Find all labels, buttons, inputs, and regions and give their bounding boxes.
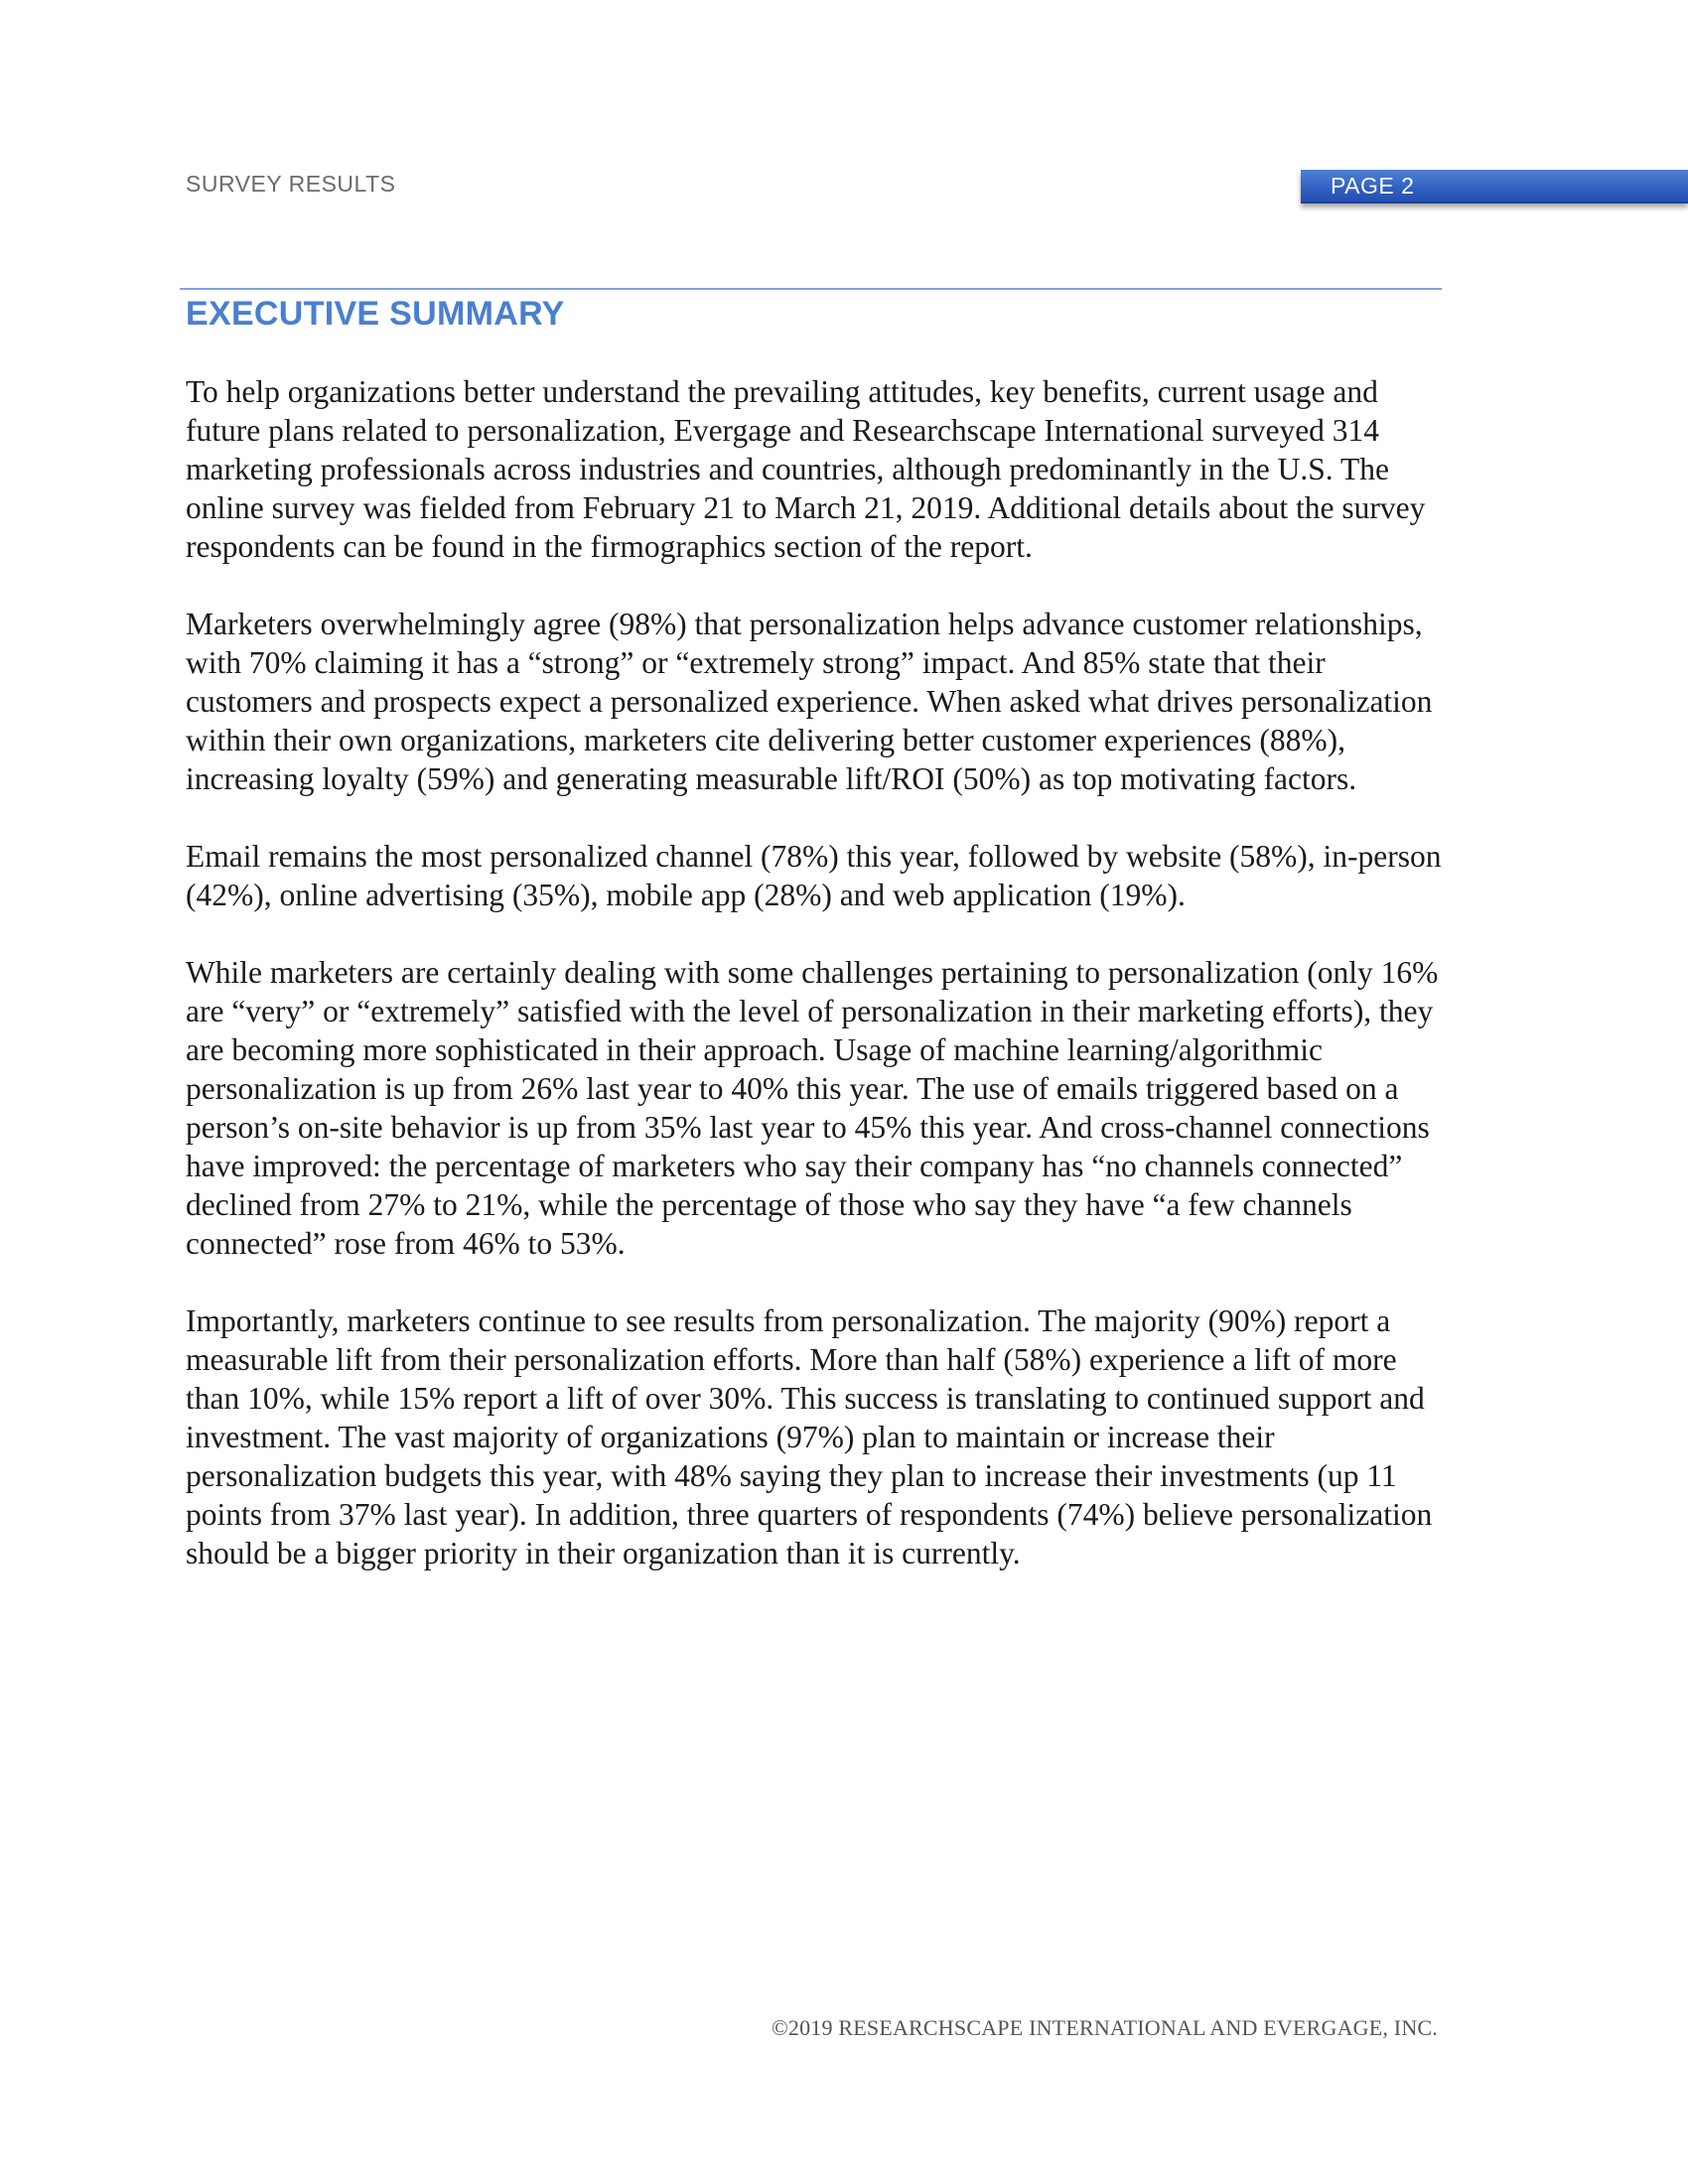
page-number-tab bbox=[1301, 170, 1688, 204]
section-divider bbox=[180, 288, 1442, 290]
copyright-footer: ©2019 RESEARCHSCAPE INTERNATIONAL AND EVERGAGE, INC. bbox=[771, 2015, 1438, 2040]
running-header: SURVEY RESULTS bbox=[186, 171, 396, 197]
paragraph-results: Importantly, marketers continue to see results from personalization. The majority (90%) report a measurable lift from their personalization efforts. More than half (58%) experience a lift of more than 10%, while 15% report a lift of over 30%. This success is translating to continued support and investment. The vast majority of organizations (97%) plan to maintain or increase their personalization budgets this year, with 48% saying they plan to increase their investments (up 11 points from 37% last year). In addition, three quarters of respondents (74%) believe personalization should be a bigger priority in their organization than it is currently. bbox=[186, 1303, 1433, 1570]
paragraph-channels: Email remains the most personalized channel (78%) this year, followed by website (58%), in-person (42%), online advertising (35%), mobile app (28%) and web application (19%). bbox=[186, 839, 1442, 912]
body-text bbox=[186, 372, 1447, 1611]
paragraph-challenges: While marketers are certainly dealing with some challenges pertaining to personalization (only 16% are “very” or “extremely” satisfied with the level of personalization in their marketing efforts), they are becoming more sophisticated in their approach. Usage of machine learning/algorithmic personalization is up from 26% last year to 40% this year. The use of emails triggered based on a person’s on-site behavior is up from 35% last year to 45% this year. And cross-channel connections have improved: the percentage of marketers who say their company has “no channels connected” declined from 27% to 21%, while the percentage of those who say they have “a few channels connected” rose from 46% to 53%. bbox=[186, 955, 1439, 1261]
page-number-label: PAGE 2 bbox=[1331, 173, 1415, 199]
paragraph-benefits: Marketers overwhelmingly agree (98%) that personalization helps advance customer relationships, with 70% claiming it has a “strong” or “extremely strong” impact. And 85% state that their customers and prospects expect a personalized experience. When asked what drives personalization within their own organizations, marketers cite delivering better customer experiences (88%), increasing loyalty (59%) and generating measurable lift/ROI (50%) as top motivating factors. bbox=[186, 607, 1433, 796]
section-title: EXECUTIVE SUMMARY bbox=[186, 295, 565, 333]
paragraph-intro: To help organizations better understand the prevailing attitudes, key benefits, current usage and future plans related to personalization, Evergage and Researchscape International surveyed 314 marketing professionals across industries and countries, although predominantly in the U.S. The online survey was fielded from February 21 to March 21, 2019. Additional details about the survey respondents can be found in the firmographics section of the report. bbox=[186, 374, 1426, 564]
